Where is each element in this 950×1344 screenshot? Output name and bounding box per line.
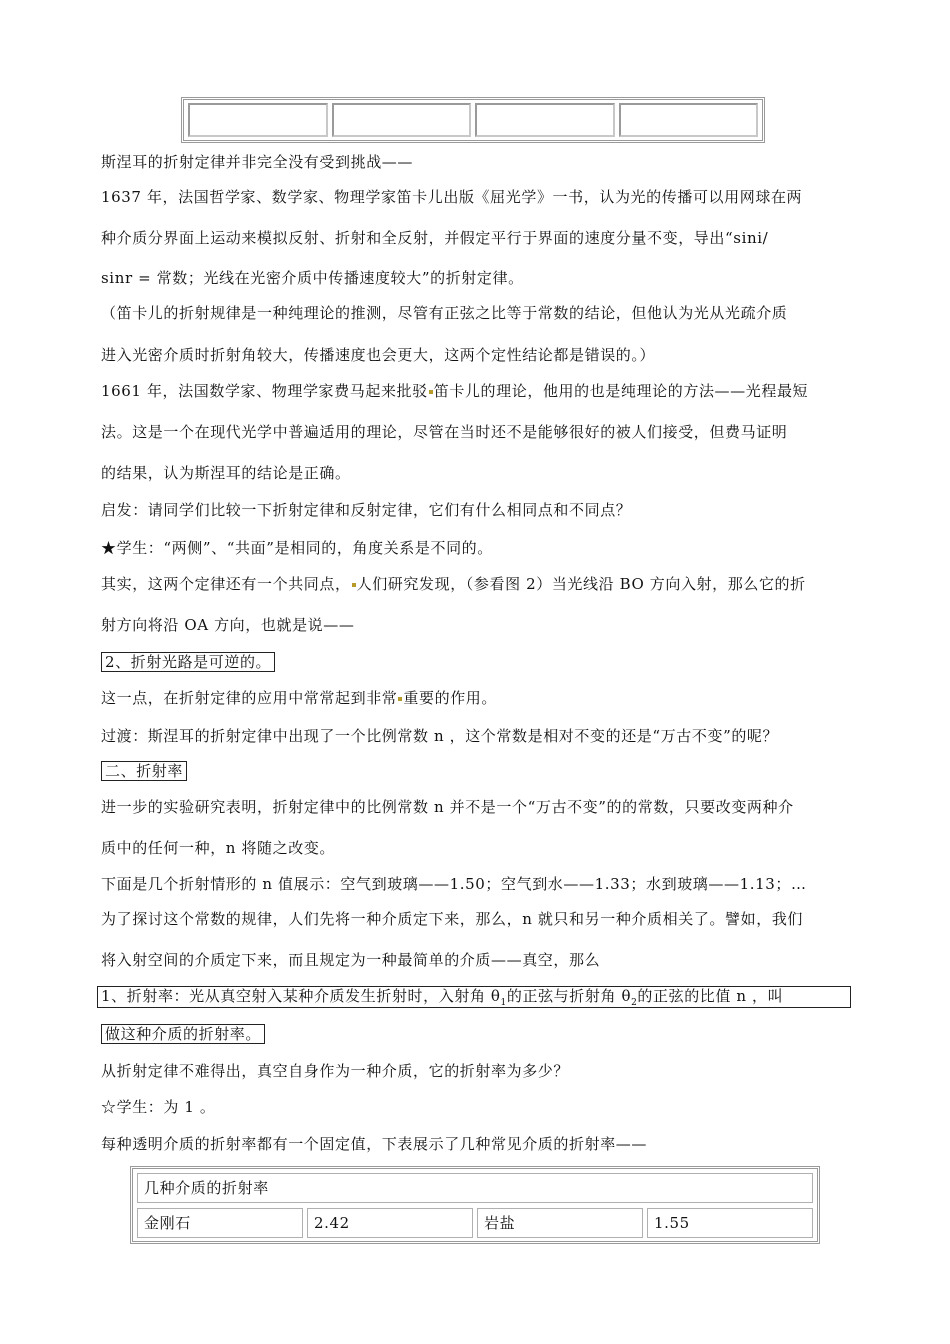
paragraph-line: 每种透明介质的折射率都有一个固定值，下表展示了几种常见介质的折射率—— (101, 1135, 648, 1153)
paragraph-line: sinr = 常数；光线在光密介质中传播速度较大”的折射定律。 (101, 269, 524, 287)
paragraph-line: （笛卡儿的折射规律是一种纯理论的推测，尽管有正弦之比等于常数的结论，但他认为光从光疏介质 (101, 304, 788, 322)
paragraph-line: 种介质分界面上运动来模拟反射、折射和全反射，并假定平行于界面的速度分量不变，导出“sini/ (101, 229, 769, 247)
empty-table (181, 97, 765, 143)
paragraph-line (101, 574, 806, 594)
text-span: 其实，这两个定律还有一个共同点， (101, 575, 351, 593)
text-span: 重要的作用。 (403, 689, 498, 707)
table-cell (619, 103, 759, 137)
table-cell (188, 103, 328, 137)
text-span: 人们研究发现，（参看图 2）当光线沿 BO 方向入射，那么它的折 (356, 575, 806, 593)
paragraph-line: 从折射定律不难得出，真空自身作为一种介质，它的折射率为多少？ (101, 1062, 570, 1080)
table-title: 几种介质的折射率 (137, 1173, 813, 1203)
definition-line (101, 1024, 265, 1044)
paragraph-line: 过渡：斯涅耳的折射定律中出现了一个比例常数 n ，这个常数是相对不变的还是“万古不变”的呢？ (101, 727, 779, 745)
marker-dot (429, 390, 433, 394)
table-cell (332, 103, 472, 137)
text-span: 的正弦的比值 n ，叫 (637, 987, 784, 1005)
text-span: 的正弦与折射角 θ (506, 987, 632, 1005)
text-span: 1、折射率：光从真空射入某种介质发生折射时，入射角 θ (101, 987, 501, 1005)
paragraph-line: ☆学生：为 1 。 (101, 1098, 216, 1116)
paragraph-line: 为了探讨这个常数的规律，人们先将一种介质定下来，那么，n 就只和另一种介质相关了。譬如，我们 (101, 910, 804, 928)
paragraph-line: 法。这是一个在现代光学中普遍适用的理论，尽管在当时还不是能够很好的被人们接受，但费马证明 (101, 423, 788, 441)
section-heading (101, 761, 187, 781)
marker-dot (352, 583, 356, 587)
boxed-heading: 2、折射光路是可逆的。 (101, 652, 275, 672)
paragraph-line: 斯涅耳的折射定律并非完全没有受到挑战—— (101, 153, 414, 171)
paragraph-line (101, 381, 808, 401)
boxed-text: 做这种介质的折射率。 (101, 1024, 265, 1044)
paragraph-line (101, 688, 497, 708)
table-cell: 岩盐 (477, 1208, 643, 1238)
paragraph-line: 射方向将沿 OA 方向，也就是说—— (101, 616, 355, 634)
marker-dot (398, 697, 402, 701)
definition-line (101, 986, 783, 1013)
boxed-heading: 二、折射率 (101, 761, 187, 781)
paragraph-line: 启发：请同学们比较一下折射定律和反射定律，它们有什么相同点和不同点？ (101, 501, 632, 519)
paragraph-line: ★学生：“两侧”、“共面”是相同的，角度关系是不同的。 (101, 539, 493, 557)
text-span: 笛卡儿的理论，他用的也是纯理论的方法——光程最短 (433, 382, 809, 400)
paragraph-line: 1637 年，法国哲学家、数学家、物理学家笛卡儿出版《屈光学》一书，认为光的传播可以用网球在两 (101, 188, 803, 206)
subscript: 1 (500, 998, 507, 1008)
paragraph-line: 的结果，认为斯涅耳的结论是正确。 (101, 464, 351, 482)
table-row (137, 1208, 813, 1238)
text-span: 1661 年，法国数学家、物理学家费马起来批驳 (101, 382, 428, 400)
table-cell: 1.55 (647, 1208, 813, 1238)
refractive-index-table (130, 1166, 820, 1244)
table-cell: 金刚石 (137, 1208, 303, 1238)
paragraph-line: 进一步的实验研究表明，折射定律中的比例常数 n 并不是一个“万古不变”的的常数，只要改变两种介 (101, 798, 794, 816)
section-heading (101, 652, 275, 672)
table-cell (475, 103, 615, 137)
paragraph-line: 质中的任何一种，n 将随之改变。 (101, 839, 336, 857)
subscript: 2 (631, 998, 638, 1008)
table-cell: 2.42 (307, 1208, 473, 1238)
paragraph-line: 下面是几个折射情形的 n 值展示：空气到玻璃——1.50；空气到水——1.33；水到玻璃——1.13；… (101, 875, 807, 893)
text-span: 这一点，在折射定律的应用中常常起到非常 (101, 689, 398, 707)
paragraph-line: 进入光密介质时折射角较大，传播速度也会更大，这两个定性结论都是错误的。） (101, 346, 656, 364)
paragraph-line: 将入射空间的介质定下来，而且规定为一种最简单的介质——真空，那么 (101, 951, 601, 969)
